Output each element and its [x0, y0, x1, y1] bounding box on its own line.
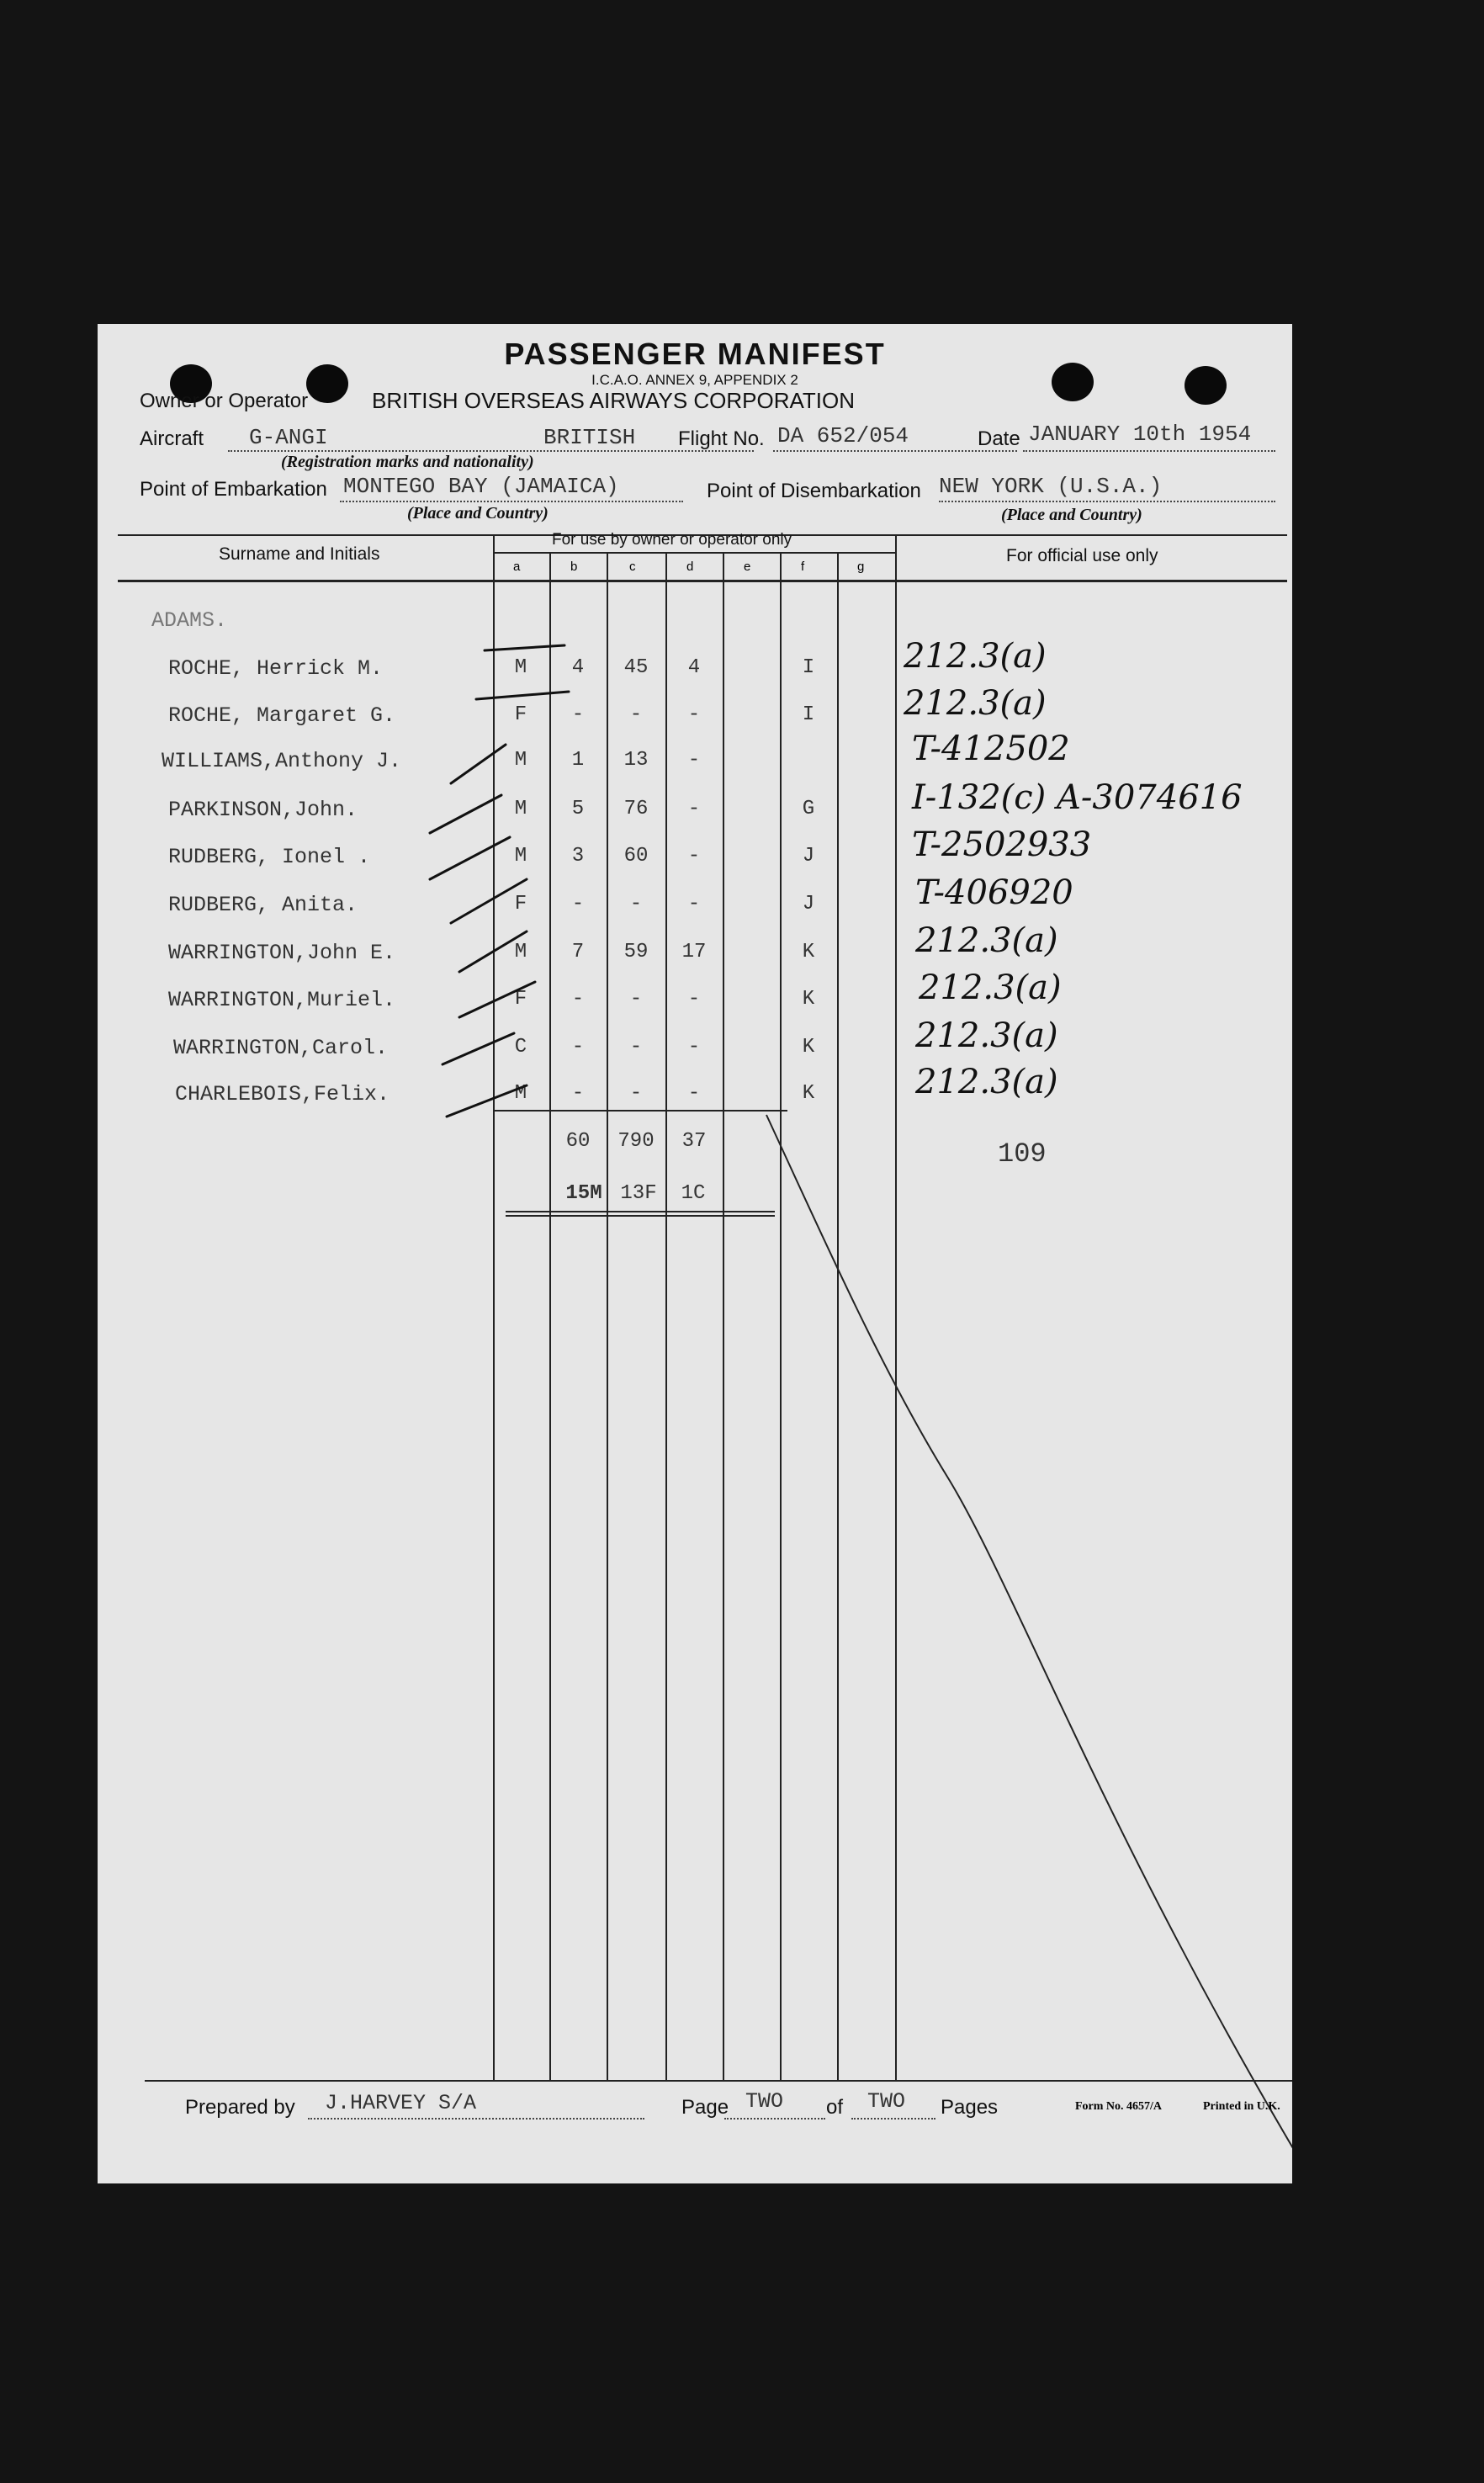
cell-c: 13 [623, 749, 649, 772]
cell-c: - [629, 893, 643, 915]
cell-c: 45 [623, 656, 649, 679]
column-letter: e [744, 560, 751, 574]
flight-no-value: DA 652/054 [777, 423, 909, 448]
form-number: Form No. 4657/A [1075, 2100, 1163, 2113]
cell-b: - [571, 1036, 585, 1058]
operator-value: BRITISH OVERSEAS AIRWAYS CORPORATION [372, 388, 856, 413]
cell-c: - [629, 988, 643, 1011]
surname-header: Surname and Initials [219, 544, 380, 564]
cell-d: - [687, 703, 701, 726]
footer-rule [145, 2080, 1292, 2082]
cell-f: G [802, 798, 815, 820]
disembarkation-value: NEW YORK (U.S.A.) [939, 474, 1163, 499]
cell-c: 60 [623, 845, 649, 867]
cell-b: - [571, 1082, 585, 1105]
passenger-name: WARRINGTON,Carol. [173, 1036, 389, 1060]
column-letter: a [513, 560, 521, 574]
cell-d: - [687, 1036, 701, 1058]
prepared-label: Prepared by [185, 2096, 295, 2119]
official-entry: 212.3(a) [904, 637, 1047, 676]
page-title: PASSENGER MANIFEST [504, 337, 886, 371]
cell-d: - [687, 893, 701, 915]
passenger-name: RUDBERG, Anita. [168, 893, 358, 917]
cell-b: 3 [571, 845, 585, 867]
passenger-name: WARRINGTON,John E. [168, 941, 396, 965]
struck-entry: ADAMS. [151, 608, 228, 633]
manifest-page [98, 324, 1292, 2183]
flight-no-label: Flight No. [678, 427, 765, 450]
official-entry: 212.3(a) [919, 968, 1062, 1007]
prepared-dotline [308, 2118, 644, 2120]
passenger-name: WARRINGTON,Muriel. [168, 988, 396, 1012]
official-entry: 212.3(a) [915, 1016, 1058, 1055]
page-label: Page [681, 2096, 729, 2119]
column-letter: b [570, 560, 578, 574]
disembarkation-label: Point of Disembarkation [707, 480, 921, 502]
of-value: TWO [867, 2089, 906, 2114]
total-d: 37 [681, 1130, 707, 1153]
official-entry: I-132(c) A-3074616 [912, 778, 1243, 817]
registration-note: (Registration marks and nationality) [281, 453, 534, 471]
cell-f: I [802, 703, 815, 726]
embarkation-value: MONTEGO BAY (JAMAICA) [343, 474, 619, 499]
pages-label: Pages [941, 2096, 999, 2119]
column-letter: d [686, 560, 694, 574]
cell-d: - [687, 845, 701, 867]
cell-a: C [514, 1036, 527, 1058]
official-entry: 212.3(a) [904, 684, 1047, 723]
cell-a: M [514, 798, 527, 820]
cell-a: M [514, 845, 527, 867]
cell-d: - [687, 749, 701, 772]
cell-b: 5 [571, 798, 585, 820]
official-total: 109 [998, 1138, 1047, 1170]
cell-a: F [514, 988, 527, 1011]
cell-c: - [629, 703, 643, 726]
cell-f: J [802, 893, 815, 915]
cell-a: M [514, 656, 527, 679]
official-header: For official use only [1006, 546, 1158, 565]
cell-a: M [514, 749, 527, 772]
total2-c: 13F [620, 1182, 657, 1205]
total-c: 790 [617, 1130, 655, 1153]
passenger-name: PARKINSON,John. [168, 798, 358, 822]
cell-f: K [802, 941, 815, 963]
cell-a: M [514, 941, 527, 963]
cell-f: K [802, 1036, 815, 1058]
page-dotline [724, 2118, 825, 2120]
page-value: TWO [745, 2089, 784, 2114]
official-entry: T-406920 [915, 873, 1073, 912]
cell-b: 7 [571, 941, 585, 963]
passenger-name: ROCHE, Margaret G. [168, 703, 396, 728]
total2-b: 15M [565, 1182, 602, 1205]
cell-f: I [802, 656, 815, 679]
aircraft-label: Aircraft [140, 427, 204, 450]
date-label: Date [978, 427, 1020, 450]
passenger-name: RUDBERG, Ionel . [168, 845, 371, 869]
cell-d: 17 [681, 941, 707, 963]
place-note-embarkation: (Place and Country) [407, 504, 549, 523]
passenger-name: ROCHE, Herrick M. [168, 656, 384, 681]
cell-b: - [571, 988, 585, 1011]
owner-header: For use by owner or operator only [552, 531, 792, 549]
cell-b: 1 [571, 749, 585, 772]
page-subtitle: I.C.A.O. ANNEX 9, APPENDIX 2 [591, 372, 798, 388]
official-entry: 212.3(a) [915, 921, 1058, 960]
column-letter: c [629, 560, 636, 574]
cell-b: - [571, 703, 585, 726]
aircraft-value: G-ANGI [249, 425, 328, 450]
cell-f: K [802, 988, 815, 1011]
column-letter: g [857, 560, 865, 574]
cell-d: 4 [687, 656, 701, 679]
total-b: 60 [565, 1130, 591, 1153]
column-letter: f [801, 560, 805, 574]
cell-d: - [687, 1082, 701, 1105]
cell-a: F [514, 703, 527, 726]
cell-c: 76 [623, 798, 649, 820]
embarkation-label: Point of Embarkation [140, 478, 327, 501]
printed-note: Printed in U.K. [1203, 2100, 1280, 2113]
of-label: of [826, 2096, 844, 2119]
official-entry: 212.3(a) [915, 1063, 1058, 1101]
of-dotline [851, 2118, 935, 2120]
operator-label: Owner or Operator [140, 390, 309, 412]
official-entry: T-2502933 [912, 825, 1092, 864]
cell-c: 59 [623, 941, 649, 963]
cell-f: J [802, 845, 815, 867]
official-entry: T-412502 [912, 730, 1070, 768]
passenger-name: CHARLEBOIS,Felix. [175, 1082, 390, 1106]
cell-d: - [687, 988, 701, 1011]
check-marks [98, 324, 1292, 2183]
date-value: JANUARY 10th 1954 [1028, 422, 1252, 447]
cell-c: - [629, 1036, 643, 1058]
total2-d: 1C [681, 1182, 706, 1205]
place-note-disembarkation: (Place and Country) [1001, 506, 1142, 524]
passenger-name: WILLIAMS,Anthony J. [162, 749, 402, 773]
cell-a: F [514, 893, 527, 915]
cell-d: - [687, 798, 701, 820]
cell-b: - [571, 893, 585, 915]
cell-a: M [514, 1082, 527, 1105]
cell-f: K [802, 1082, 815, 1105]
nationality-value: BRITISH [543, 425, 636, 450]
cell-c: - [629, 1082, 643, 1105]
cell-b: 4 [571, 656, 585, 679]
prepared-value: J.HARVEY S/A [325, 2091, 477, 2115]
